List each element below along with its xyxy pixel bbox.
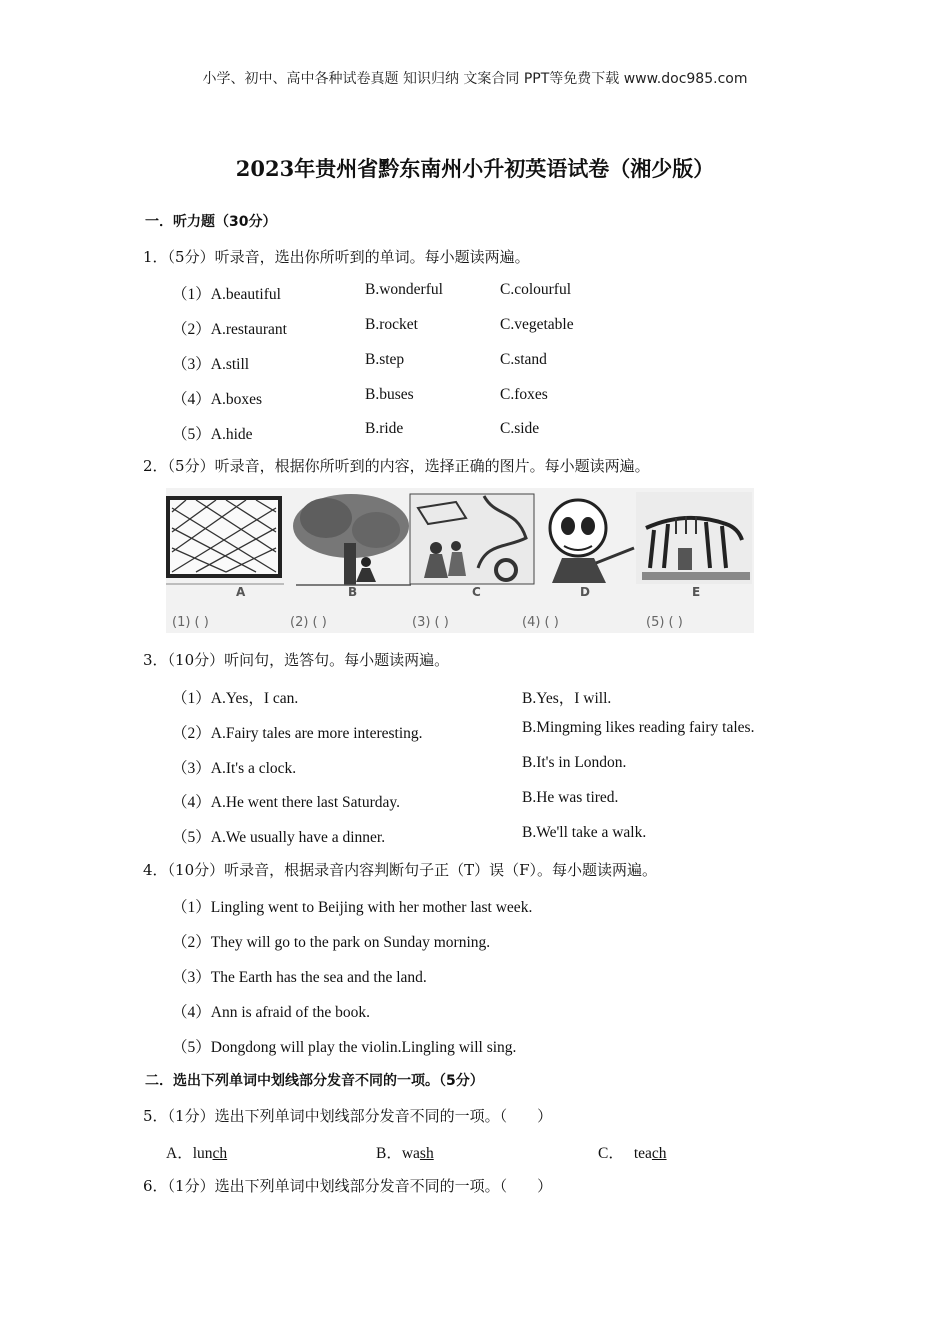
q5-option-c — [598, 1141, 667, 1163]
question-5-stem: 5．（1分）选出下列单词中划线部分发音不同的一项。（ ） — [143, 1107, 553, 1125]
q5-option-a-label: A． — [166, 1145, 193, 1162]
q2-answer-blank-1: (1) ( ) — [172, 615, 209, 630]
q5-option-b-word-start: wa — [401, 1145, 420, 1162]
picture-label-d: D — [580, 585, 590, 599]
q1-row2-option-b: B.rocket — [365, 316, 418, 333]
q2-answer-blank-5: (5) ( ) — [646, 615, 683, 630]
q3-row4-option-a: （4）A.He went there last Saturday. — [172, 794, 400, 811]
q3-row1-option-b: B.Yes，I will. — [522, 690, 612, 707]
q1-row3-option-c: C.stand — [500, 351, 547, 368]
q1-row1-option-b: B.wonderful — [365, 281, 443, 298]
q1-row2-option-a: （2）A.restaurant — [172, 321, 287, 338]
q5-option-b-underlined: sh — [419, 1145, 434, 1162]
q3-row2-option-a: （2）A.Fairy tales are more interesting. — [172, 725, 423, 742]
q5-option-b-label: B． — [376, 1145, 402, 1162]
picture-label-b: B — [348, 585, 358, 599]
q3-row2-option-b: B.Mingming likes reading fairy tales. — [522, 719, 755, 736]
q1-row5-option-c: C.side — [500, 420, 540, 437]
q3-row3-option-b: B.It's in London. — [522, 754, 627, 771]
question-3-stem: 3．（10分）听问句，选答句。每小题读两遍。 — [143, 651, 450, 669]
q3-row3-option-a: （3）A.It's a clock. — [172, 760, 297, 777]
question-4-stem: 4．（10分）听录音，根据录音内容判断句子正（T）误（F）。每小题读两遍。 — [143, 861, 658, 879]
q2-answer-blank-4: (4) ( ) — [522, 615, 559, 630]
q1-row5-option-b: B.ride — [365, 420, 404, 437]
site-header: 小学、初中、高中各种试卷真题 知识归纳 文案合同 PPT等免费下载 www.doc985.com — [202, 71, 748, 87]
question-1-stem: 1．（5分）听录音，选出你所听到的单词。每小题读两遍。 — [143, 248, 530, 266]
q1-row1-option-c: C.colourful — [500, 281, 572, 298]
q5-option-b — [376, 1141, 434, 1163]
q3-row5-option-a: （5）A.We usually have a dinner. — [172, 829, 386, 846]
picture-e-dinosaur-skeleton — [636, 492, 752, 584]
q4-statement-2: （2）They will go to the park on Sunday morning. — [172, 934, 491, 951]
q1-row3-option-b: B.step — [365, 351, 405, 368]
picture-a-goal-net — [166, 498, 284, 584]
picture-c-street-scene — [410, 494, 534, 584]
q1-row4-option-c: C.foxes — [500, 386, 548, 403]
page-title: 2023年贵州省黔东南州小升初英语试卷（湘少版） — [235, 156, 715, 181]
section-2-heading: 二．选出下列单词中划线部分发音不同的一项。（5分） — [145, 1073, 484, 1089]
picture-label-e: E — [692, 585, 701, 599]
picture-label-c: C — [472, 585, 481, 599]
question-2-picture-strip — [166, 488, 754, 633]
q2-answer-blank-2: (2) ( ) — [290, 615, 327, 630]
question-2-stem: 2．（5分）听录音，根据你所听到的内容，选择正确的图片。每小题读两遍。 — [143, 457, 650, 475]
picture-label-a: A — [236, 585, 246, 599]
q3-row4-option-b: B.He was tired. — [522, 789, 619, 806]
q5-option-a-underlined: ch — [212, 1145, 228, 1162]
q3-row1-option-a: （1）A.Yes，I can. — [172, 690, 299, 707]
q5-option-a-word-start: lun — [192, 1145, 213, 1162]
q1-row2-option-c: C.vegetable — [500, 316, 574, 333]
q1-row3-option-a: （3）A.still — [172, 356, 250, 373]
q4-statement-1: （1）Lingling went to Beijing with her mother last week. — [172, 899, 533, 916]
q1-row5-option-a: （5）A.hide — [172, 426, 253, 443]
q1-row1-option-a: （1）A.beautiful — [172, 286, 281, 303]
q3-row5-option-b: B.We'll take a walk. — [522, 824, 647, 841]
q5-option-a — [166, 1141, 227, 1163]
q1-row4-option-b: B.buses — [365, 386, 414, 403]
q1-row4-option-a: （4）A.boxes — [172, 391, 262, 408]
q4-statement-4: （4）Ann is afraid of the book. — [172, 1004, 371, 1021]
question-6-stem: 6．（1分）选出下列单词中划线部分发音不同的一项。（ ） — [143, 1177, 553, 1195]
q4-statement-5: （5）Dongdong will play the violin.Lingling will sing. — [172, 1039, 517, 1056]
q2-answer-blank-3: (3) ( ) — [412, 615, 449, 630]
q4-statement-3: （3）The Earth has the sea and the land. — [172, 969, 427, 986]
q5-option-c-word-start: tea — [633, 1145, 652, 1162]
section-1-heading: 一．听力题（30分） — [145, 214, 277, 230]
q5-option-c-underlined: ch — [651, 1145, 667, 1162]
q5-option-c-label: C． — [598, 1145, 624, 1162]
